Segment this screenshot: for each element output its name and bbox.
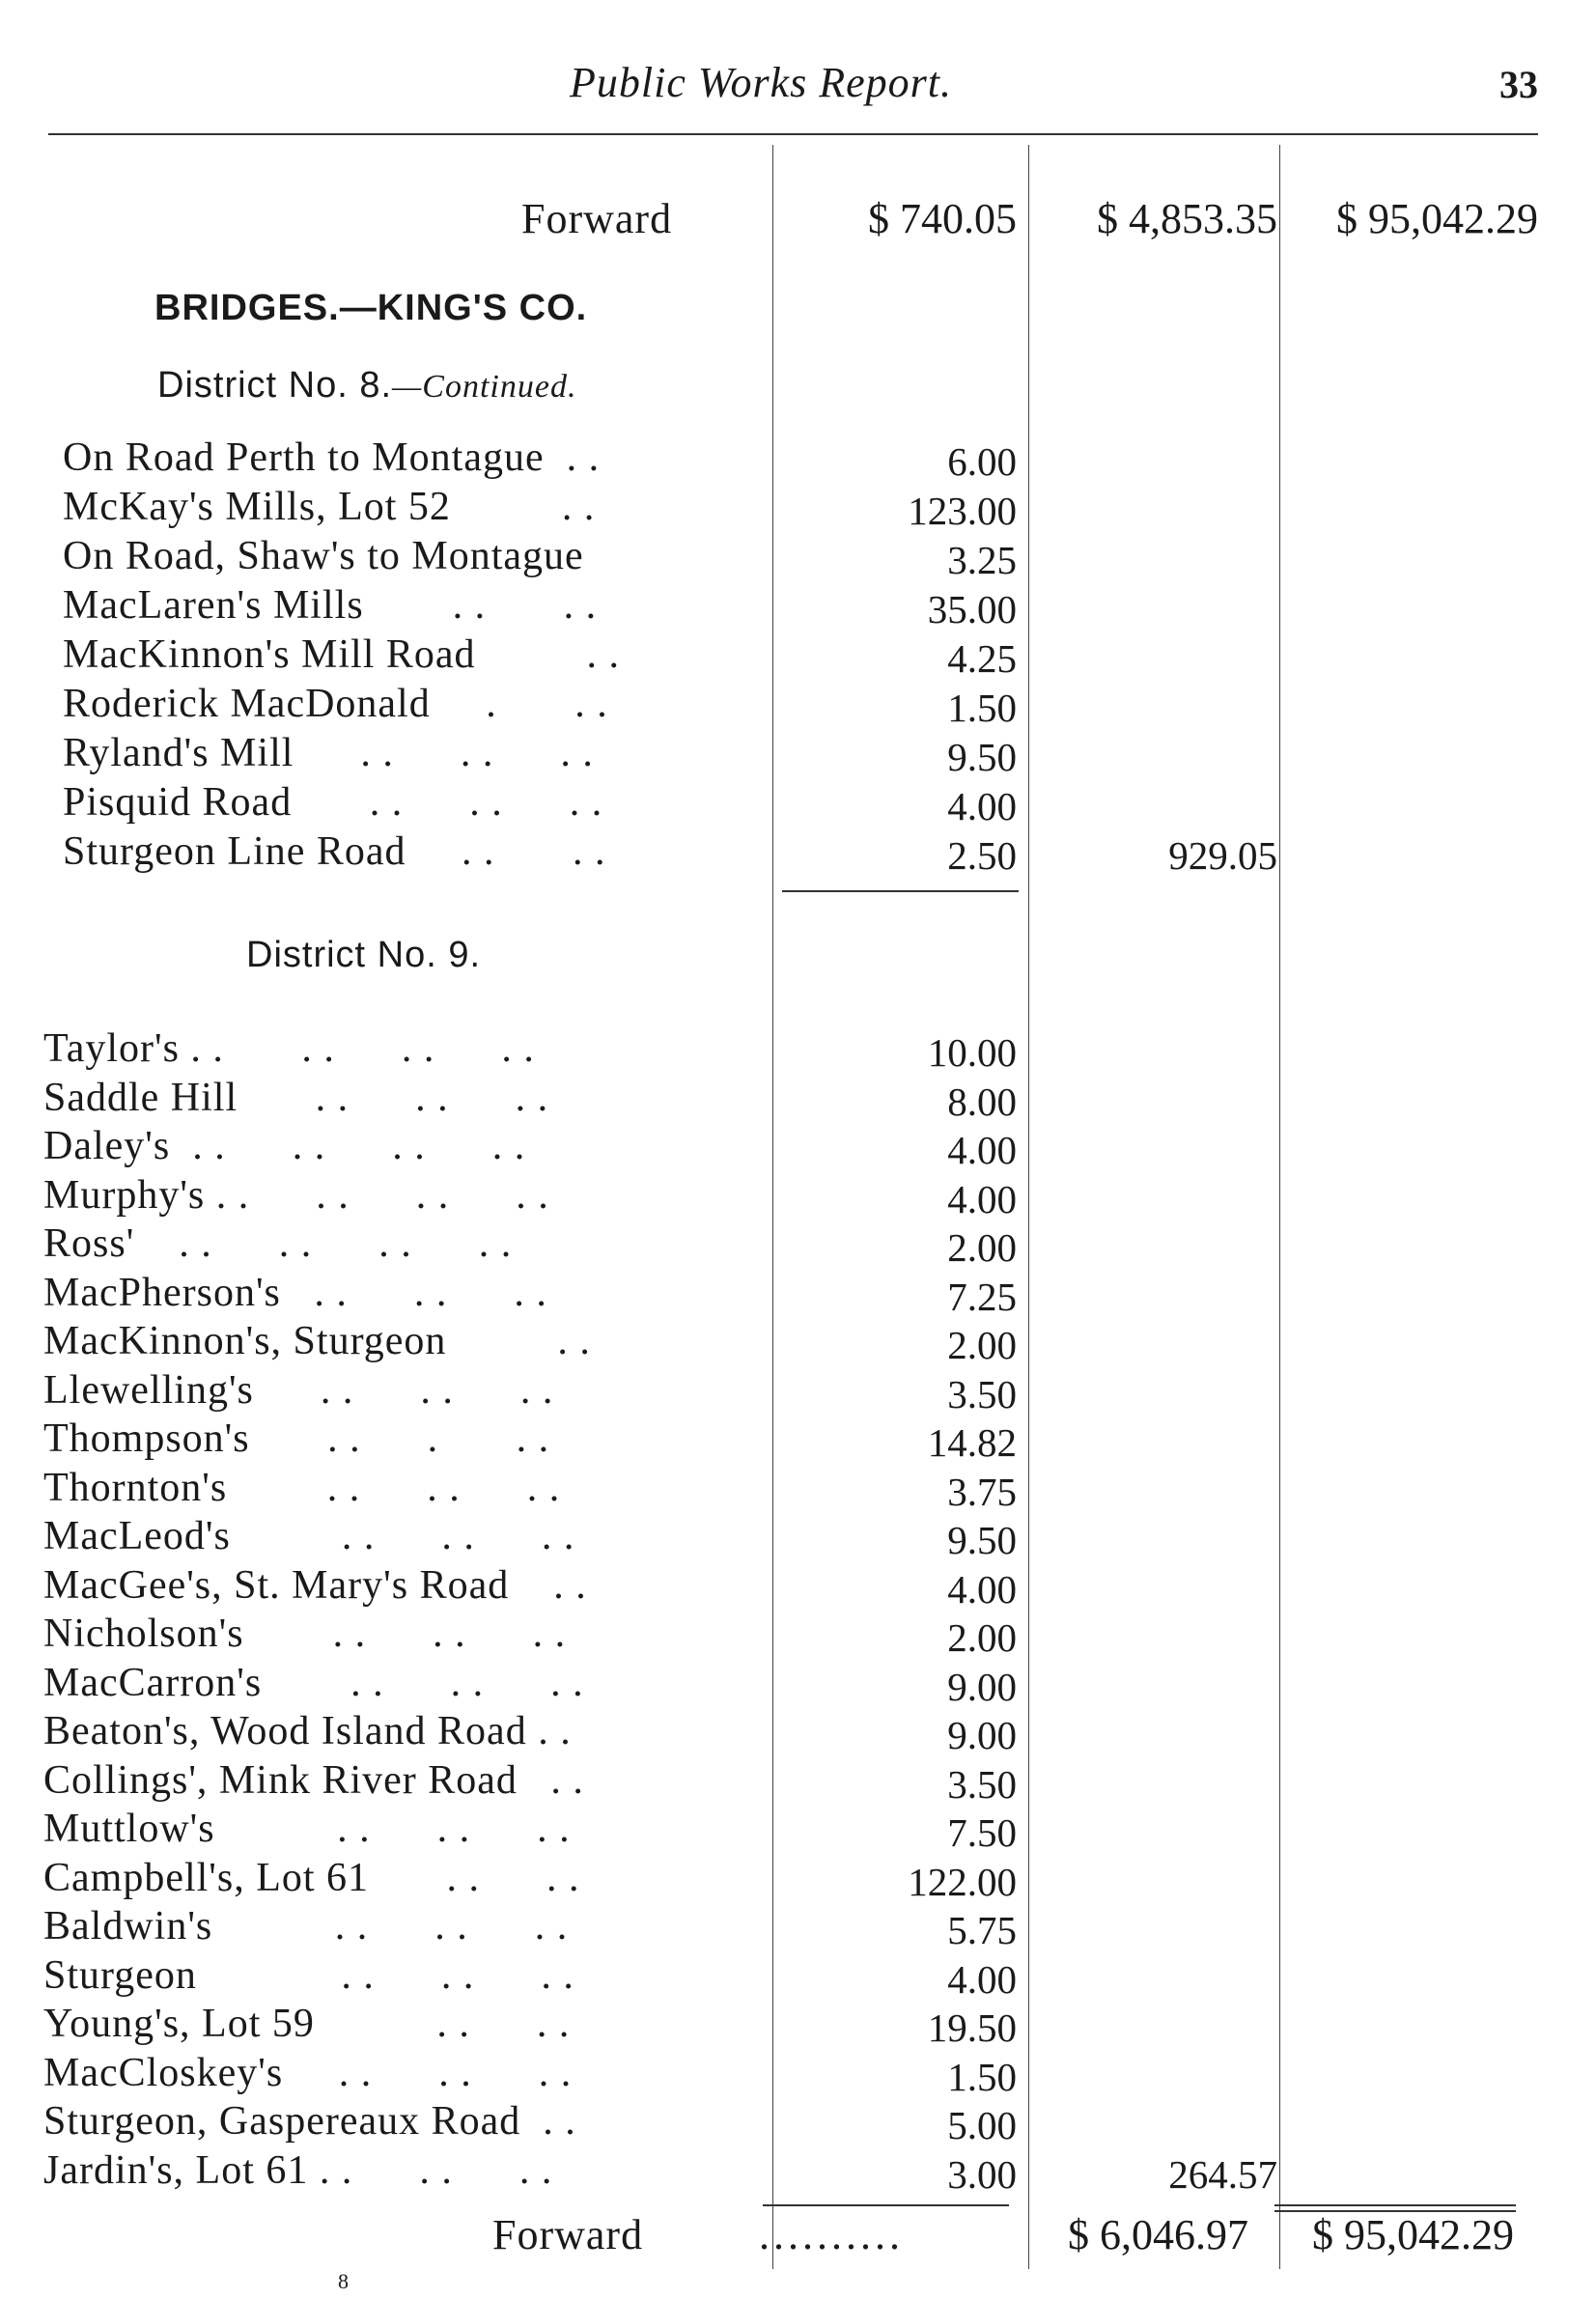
district-9-item-amount: 4.00 bbox=[947, 1128, 1017, 1172]
district-9-item-label: Sturgeon . . . . . . bbox=[43, 1952, 574, 1998]
forward-row-top bbox=[0, 188, 1596, 246]
district-8-row bbox=[0, 828, 1596, 878]
district-9-row bbox=[0, 1611, 1596, 1660]
district-9-item-label: Young's, Lot 59 . . . . bbox=[43, 2002, 571, 2046]
district-9-item-label: Muttlow's . . . . . . bbox=[43, 1807, 571, 1851]
district-9-item-amount: 122.00 bbox=[908, 1859, 1017, 1904]
district-8-row bbox=[0, 681, 1596, 730]
district-9-item-label: Beaton's, Wood Island Road . . bbox=[43, 1709, 572, 1753]
district-9-item-amount: 3.75 bbox=[947, 1469, 1017, 1514]
district-9-item-amount: 5.75 bbox=[947, 1908, 1017, 1952]
district-9-item-label: Daley's . . . . . . . . bbox=[43, 1124, 526, 1168]
district-9-item-label: Thompson's . . . . . bbox=[43, 1416, 550, 1461]
section-heading: BRIDGES.—KING'S CO. bbox=[154, 288, 588, 328]
district-8-item-label: On Road, Shaw's to Montague bbox=[63, 534, 584, 578]
district-9-row bbox=[0, 1465, 1596, 1514]
district-9-subtotal: 264.57 bbox=[1168, 2151, 1277, 2197]
district-8-sum-rule bbox=[782, 890, 1019, 892]
district-9-item-label: Baldwin's . . . . . . bbox=[43, 1904, 569, 1949]
district-9-item-amount: 2.00 bbox=[947, 1615, 1017, 1660]
district-9-row bbox=[0, 1562, 1596, 1612]
district-9-item-amount: 10.00 bbox=[927, 1030, 1017, 1075]
district-9-row bbox=[0, 1123, 1596, 1172]
district-9-row bbox=[0, 1757, 1596, 1807]
district-9-row bbox=[0, 2001, 1596, 2050]
district-9-item-label: Sturgeon, Gaspereaux Road . . bbox=[43, 2099, 576, 2144]
district-8-item-label: MacKinnon's Mill Road . . bbox=[63, 632, 621, 677]
header-rule bbox=[48, 133, 1538, 135]
forward-label: Forward bbox=[521, 195, 673, 242]
forward-col3: $ 95,042.29 bbox=[1336, 195, 1538, 242]
district-8-subtotal: 929.05 bbox=[1168, 833, 1277, 878]
district-9-row bbox=[0, 1952, 1596, 2002]
district-8-item-amount: 9.50 bbox=[947, 735, 1017, 779]
district-8-item-amount: 1.50 bbox=[947, 686, 1017, 730]
forward-bottom-col3: $ 95,042.29 bbox=[1312, 2211, 1514, 2258]
district-9-item-label: MacLeod's . . . . . . bbox=[43, 1514, 575, 1558]
district-9-item-amount: 14.82 bbox=[927, 1420, 1017, 1465]
district-9-row bbox=[0, 1708, 1596, 1757]
district-8-item-label: Sturgeon Line Road . . . . bbox=[63, 829, 606, 874]
district-9-item-label: MacCloskey's . . . . . . bbox=[43, 2050, 573, 2095]
district-9-item-label: MacGee's, St. Mary's Road . . bbox=[43, 1562, 587, 1608]
district-8-item-label: McKay's Mills, Lot 52 . . bbox=[63, 485, 596, 529]
district-8-title: District No. 8. bbox=[157, 365, 393, 406]
district-8-row bbox=[0, 484, 1596, 533]
district-9-item-label: Jardin's, Lot 61 . . . . . . bbox=[43, 2147, 553, 2193]
district-8-heading bbox=[157, 365, 576, 407]
forward-col2: $ 4,853.35 bbox=[1097, 195, 1277, 242]
district-9-item-label: Taylor's . . . . . . . . bbox=[43, 1026, 535, 1071]
running-head bbox=[0, 58, 1596, 116]
district-9-item-amount: 4.00 bbox=[947, 1176, 1017, 1221]
district-8-item-amount: 3.25 bbox=[947, 538, 1017, 582]
district-9-item-label: MacKinnon's, Sturgeon . . bbox=[43, 1319, 591, 1363]
district-9-item-amount: 7.25 bbox=[947, 1274, 1017, 1319]
district-9-item-label: MacPherson's . . . . . . bbox=[43, 1270, 547, 1315]
district-9-row bbox=[0, 1075, 1596, 1124]
district-9-row bbox=[0, 1416, 1596, 1465]
district-9-item-amount: 8.00 bbox=[947, 1079, 1017, 1124]
district-9-item-amount: 2.00 bbox=[947, 1225, 1017, 1270]
forward-row-bottom bbox=[0, 2204, 1596, 2262]
district-9-item-amount: 3.50 bbox=[947, 1371, 1017, 1416]
district-9-row bbox=[0, 1172, 1596, 1221]
district-9-item-label: Saddle Hill . . . . . . bbox=[43, 1075, 549, 1120]
district-9-row bbox=[0, 1220, 1596, 1270]
forward-col1: $ 740.05 bbox=[868, 195, 1017, 242]
district-9-row bbox=[0, 1855, 1596, 1904]
report-title: Public Works Report. bbox=[570, 59, 952, 106]
district-9-row bbox=[0, 2147, 1596, 2197]
district-9-row bbox=[0, 1806, 1596, 1855]
district-9-item-label: Campbell's, Lot 61 . . . . bbox=[43, 1855, 580, 1900]
district-9-item-amount: 5.00 bbox=[947, 2103, 1017, 2147]
district-9-item-label: MacCarron's . . . . . . bbox=[43, 1660, 584, 1705]
district-9-row bbox=[0, 1367, 1596, 1416]
district-9-item-label: Nicholson's . . . . . . bbox=[43, 1612, 567, 1656]
district-8-item-amount: 2.50 bbox=[947, 833, 1017, 878]
district-8-item-label: On Road Perth to Montague . . bbox=[63, 435, 601, 480]
district-9-item-label: Collings', Mink River Road . . bbox=[43, 1757, 584, 1803]
district-8-item-amount: 35.00 bbox=[927, 587, 1017, 631]
district-9-row bbox=[0, 1318, 1596, 1367]
district-9-heading: District No. 9. bbox=[246, 935, 482, 975]
district-8-item-amount: 6.00 bbox=[947, 439, 1017, 484]
district-8-item-label: Ryland's Mill . . . . . . bbox=[63, 731, 594, 775]
signature-mark: 8 bbox=[338, 2269, 349, 2293]
district-9-item-amount: 9.00 bbox=[947, 1664, 1017, 1709]
district-8-row bbox=[0, 533, 1596, 582]
district-9-row bbox=[0, 1660, 1596, 1709]
district-8-item-label: Roderick MacDonald . . . bbox=[63, 682, 608, 726]
district-9-item-amount: 4.00 bbox=[947, 1566, 1017, 1612]
district-9-item-amount: 3.00 bbox=[947, 2151, 1017, 2197]
district-8-item-label: Pisquid Road . . . . . . bbox=[63, 780, 603, 825]
district-8-item-amount: 123.00 bbox=[908, 489, 1017, 533]
district-9-row bbox=[0, 1025, 1596, 1075]
district-9-item-amount: 4.00 bbox=[947, 1956, 1017, 2002]
district-9-row bbox=[0, 2098, 1596, 2147]
district-9-item-amount: 9.50 bbox=[947, 1518, 1017, 1562]
district-9-item-label: Llewelling's . . . . . . bbox=[43, 1367, 554, 1413]
district-8-row bbox=[0, 631, 1596, 681]
district-9-item-label: Thornton's . . . . . . bbox=[43, 1465, 561, 1510]
district-8-row bbox=[0, 730, 1596, 779]
forward-bottom-col2: $ 6,046.97 bbox=[1068, 2211, 1248, 2258]
forward-bottom-dots: .......... bbox=[759, 2211, 904, 2258]
district-8-continued: —Continued. bbox=[392, 369, 577, 405]
district-8-row bbox=[0, 779, 1596, 828]
district-9-row bbox=[0, 1513, 1596, 1562]
district-9-item-amount: 1.50 bbox=[947, 2054, 1017, 2099]
district-9-item-label: Murphy's . . . . . . . . bbox=[43, 1172, 549, 1218]
district-9-item-amount: 3.50 bbox=[947, 1761, 1017, 1807]
forward-bottom-label: Forward bbox=[492, 2211, 644, 2258]
district-9-row bbox=[0, 2050, 1596, 2099]
district-8-item-amount: 4.00 bbox=[947, 784, 1017, 828]
district-9-item-amount: 19.50 bbox=[927, 2005, 1017, 2050]
district-9-item-amount: 9.00 bbox=[947, 1713, 1017, 1757]
district-9-item-amount: 2.00 bbox=[947, 1323, 1017, 1367]
page-number: 33 bbox=[1499, 63, 1538, 106]
district-8-row bbox=[0, 435, 1596, 484]
district-9-item-label: Ross' . . . . . . . . bbox=[43, 1221, 513, 1266]
district-8-item-label: MacLaren's Mills . . . . bbox=[63, 583, 598, 628]
district-9-item-amount: 7.50 bbox=[947, 1810, 1017, 1855]
district-8-row bbox=[0, 582, 1596, 631]
district-9-row bbox=[0, 1270, 1596, 1319]
district-9-row bbox=[0, 1903, 1596, 1952]
district-8-item-amount: 4.25 bbox=[947, 636, 1017, 681]
